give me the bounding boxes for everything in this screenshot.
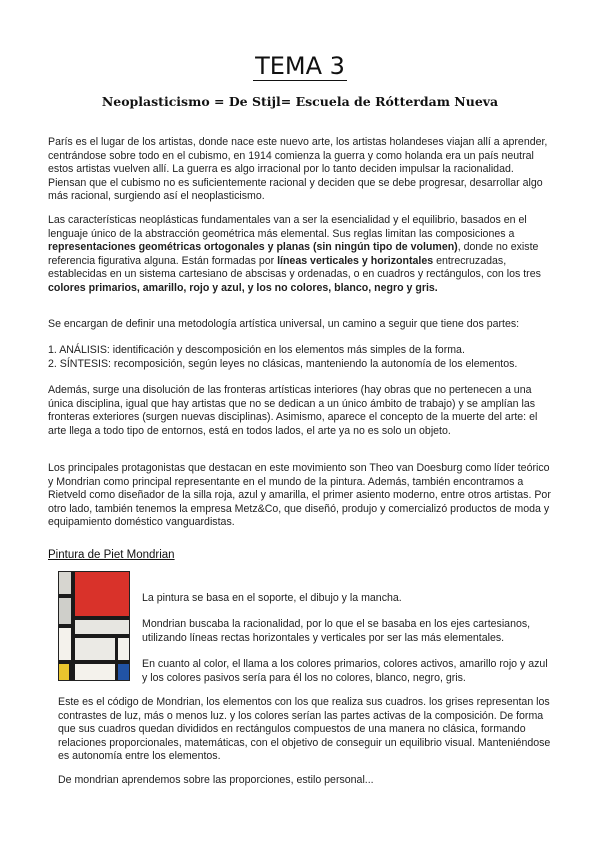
- bold-run: líneas verticales y horizontales: [277, 254, 434, 267]
- paragraph-methodology: Se encargan de definir una metodología artística universal, un camino a seguir que tiene dos partes:: [48, 318, 520, 330]
- bold-run: representaciones geométricas ortogonales y planas (sin ningún tipo de volumen): [48, 241, 458, 254]
- mondrian-line: [59, 594, 75, 598]
- mondrian-line: [75, 616, 130, 620]
- mondrian-grey-lower: [75, 638, 117, 660]
- mondrian-blue-block: [117, 664, 130, 681]
- paragraph-conclusion: De mondrian aprendemos sobre las proporciones, estilo personal...: [58, 774, 374, 786]
- paragraph-origins: París es el lugar de los artistas, donde nace este nuevo arte, los artistas holandeses viajan allí a aprender, centrándose sobre todo en el cubismo, en 1914 comienza la guerra y como holanda era un país neutral estos artistas vuelven allí. La guerra es algo irracional por lo tanto deciden impulsar la racionalidad. Piensan que el cubismo no es suficientemente racional y deciden que se debe progresar, desarrollar algo más racional, surgiendo así el neoplasticismo.: [48, 136, 548, 203]
- page-subtitle: Neoplasticismo = De Stijl= Escuela de Rótterdam Nueva: [101, 94, 499, 109]
- mondrian-line: [75, 634, 130, 638]
- text-run: Las características neoplásticas fundamentales van a ser la esencialidad y el equilibrio, basados en el lenguaje único de la abstracción geométrica más elemental. Sus reglas limitan las composiciones a: [48, 214, 527, 240]
- mondrian-grey-left: [59, 598, 71, 624]
- side-text-support: La pintura se basa en el soporte, el dibujo y la mancha.: [142, 592, 402, 604]
- list-item-analysis: 1. ANÁLISIS: identificación y descomposición en los elementos más simples de la forma.: [48, 344, 465, 356]
- text-run: , donde no existe referencia figurativa alguna. Están formadas por: [48, 241, 539, 267]
- text-run: entrecruzadas, establecidas en un sistema cartesiano de abscisas y ordenadas, o en cuadros y rectángulos, con los tres: [48, 254, 541, 281]
- mondrian-red-block: [75, 572, 130, 616]
- page-title: TEMA 3: [255, 52, 345, 80]
- mondrian-painting-image: [58, 571, 130, 681]
- mondrian-grey-top: [59, 572, 71, 594]
- side-text-rationality: Mondrian buscaba la racionalidad, por lo que el se basaba en los ejes cartesianos, utilizando líneas rectas horizontales y verticales por ser las más elementales.: [142, 618, 531, 644]
- section-title-mondrian: Pintura de Piet Mondrian: [48, 549, 175, 561]
- mondrian-line: [115, 638, 118, 681]
- mondrian-yellow-block: [59, 664, 69, 681]
- paragraph-mondrian-code: Este es el código de Mondrian, los elementos con los que realiza sus cuadros. los grises representan los contrastes de luz, más o menos luz. y los colores serían las partes activas de la composición. De forma que sus cuadros quedan divididos en rectángulos compuestos de una manera no clásica, formando relaciones proporcionales, matemáticas, con el objetivo de conseguir un equilibrio visual. Manteniéndose es autonomía entre los elementos.: [58, 696, 551, 763]
- bold-run: colores primarios, amarillo, rojo y azul, y los no colores, blanco, negro y gris.: [48, 281, 438, 294]
- list-item-synthesis: 2. SÍNTESIS: recomposición, según leyes no clásicas, manteniendo la autonomía de los elementos.: [48, 358, 518, 370]
- paragraph-protagonists: Los principales protagonistas que destacan en este movimiento son Theo van Doesburg como líder teórico y Mondrian como principal representante en el mundo de la pintura. Además, también encontramos a Rietveld como diseñador de la silla roja, azul y amarilla, el primer asiento moderno, entre otros artistas. Por otro lado, también tenemos la empresa Metz&Co, que diseñó, produjo y comercializó productos de moda y equipamiento doméstico vanguardistas.: [48, 462, 551, 529]
- mondrian-line: [59, 624, 75, 628]
- side-text-color: En cuanto al color, el llama a los colores primarios, colores activos, amarillo rojo y azul y los colores pasivos sería para él los no colores, blanco, negro, gris.: [142, 658, 548, 684]
- paragraph-characteristics: [48, 214, 552, 296]
- mondrian-line: [69, 664, 72, 681]
- paragraph-frontiers: Además, surge una disolución de las fronteras artísticas interiores (hay obras que no pertenecen a una única disciplina, igual que hay artistas que no se dedican a un único ámbito de trabajo) y se amplían las fronteras exteriores (surgen nuevas disciplinas). Asimismo, aparece el concepto de la muerte del arte: el arte llega a todo tipo de entornos, está en todos lados, el arte ya no es solo un objeto.: [48, 384, 538, 437]
- mondrian-grey-mid: [75, 620, 130, 634]
